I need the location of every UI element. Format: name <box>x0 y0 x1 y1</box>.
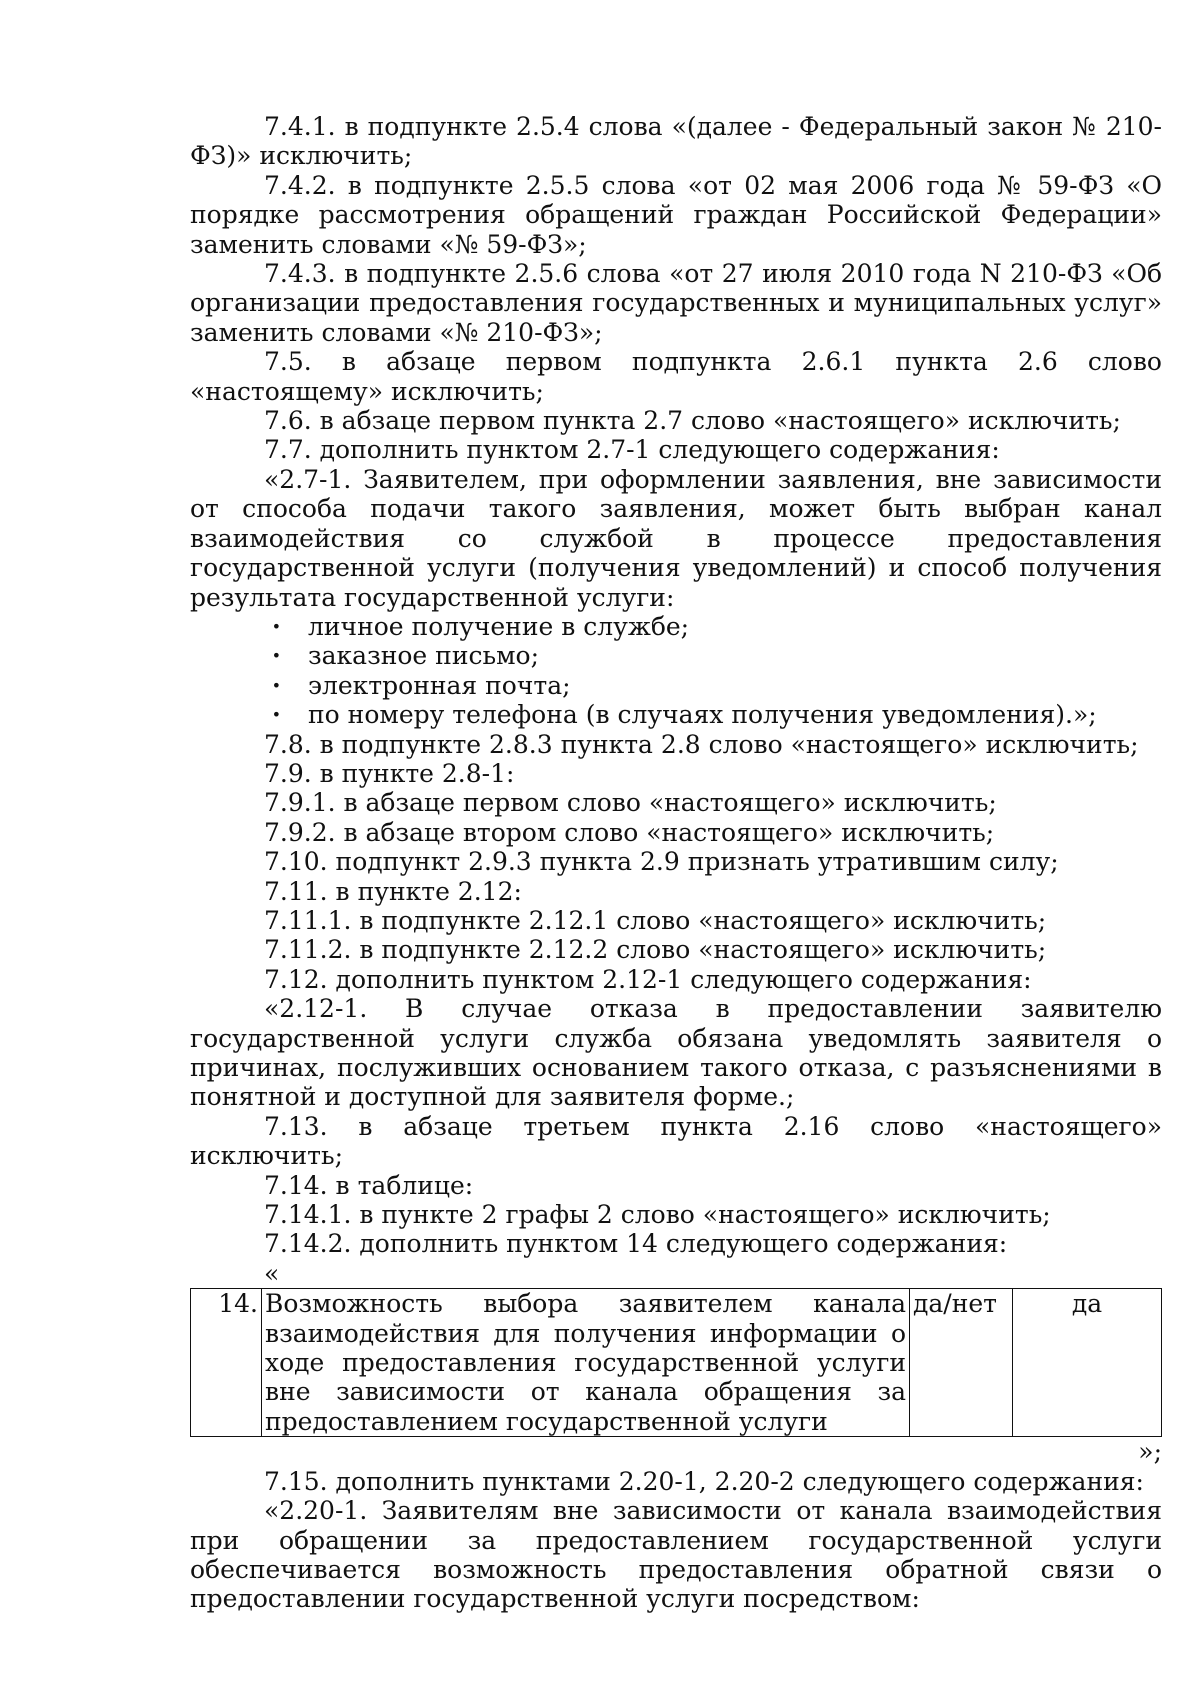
paragraph-7-8: 7.8. в подпункте 2.8.3 пункта 2.8 слово «настоящего» исключить; <box>264 729 1139 759</box>
value-cell: да <box>1013 1289 1162 1437</box>
paragraph-7-14: 7.14. в таблице: <box>264 1170 474 1200</box>
list-item: · личное получение в службе; <box>272 612 1162 641</box>
document-page <box>190 112 1162 1614</box>
list-item: · по номеру телефона (в случаях получения уведомления).»; <box>272 700 1162 729</box>
paragraph-7-13: 7.13. в абзаце третьем пункта 2.16 слово «настоящего» исключить; <box>190 1111 1162 1171</box>
paragraph-7-12: 7.12. дополнить пунктом 2.12-1 следующего содержания: <box>264 964 1032 994</box>
channel-list <box>190 612 1162 730</box>
unit-cell: да/нет <box>910 1289 1013 1437</box>
paragraph-7-14-2: 7.14.2. дополнить пунктом 14 следующего содержания: <box>264 1229 1008 1259</box>
description-cell: Возможность выбора заявителем канала взаимодействия для получения информации о ходе предоставления государственной услуги вне зависимости от канала обращения за предоставлением государственной услуги <box>262 1289 910 1437</box>
paragraph-2-12-1: «2.12-1. В случае отказа в предоставлении заявителю государственной услуги служба обязана уведомлять заявителя о причинах, послуживших основанием такого отказа, с разъяснениями в понятной и доступной для заявителя форме.; <box>190 994 1162 1112</box>
indicator-table <box>190 1288 1162 1437</box>
paragraph-7-4-1: 7.4.1. в подпункте 2.5.4 слова «(далее - Федеральный закон № 210-ФЗ)» исключить; <box>190 112 1162 171</box>
paragraph-7-5: 7.5. в абзаце первом подпункта 2.6.1 пункта 2.6 слово «настоящему» исключить; <box>190 347 1162 406</box>
paragraph-7-7: 7.7. дополнить пунктом 2.7-1 следующего содержания: <box>264 435 1000 465</box>
paragraph-2-7-1: «2.7-1. Заявителем, при оформлении заявления, вне зависимости от способа подачи такого заявления, может быть выбран канал взаимодействия со службой в процессе предоставления государственной услуги (получения уведомлений) и способ получения результата государственной услуги: <box>190 464 1162 612</box>
closing-quote: »; <box>1138 1437 1162 1467</box>
paragraph-7-4-2: 7.4.2. в подпункте 2.5.5 слова «от 02 мая 2006 года № 59-ФЗ «О порядке рассмотрения обращений граждан Российской Федерации» заменить словами «№ 59-ФЗ»; <box>190 170 1162 259</box>
opening-quote: « <box>264 1258 280 1288</box>
paragraph-7-9-2: 7.9.2. в абзаце втором слово «настоящего» исключить; <box>264 817 995 847</box>
paragraph-7-9: 7.9. в пункте 2.8-1: <box>264 758 515 788</box>
paragraph-7-10: 7.10. подпункт 2.9.3 пункта 2.9 признать утратившим силу; <box>264 847 1059 877</box>
paragraph-2-20-1: «2.20-1. Заявителям вне зависимости от канала взаимодействия при обращении за предоставлением государственной услуги обеспечивается возможность предоставления обратной связи о предоставлении государственной услуги посредством: <box>190 1496 1162 1614</box>
table-row <box>191 1289 1162 1437</box>
paragraph-7-4-3: 7.4.3. в подпункте 2.5.6 слова «от 27 июля 2010 года N 210-ФЗ «Об организации предоставления государственных и муниципальных услуг» заменить словами «№ 210-ФЗ»; <box>190 259 1162 347</box>
paragraph-7-11-1: 7.11.1. в подпункте 2.12.1 слово «настоящего» исключить; <box>264 905 1047 935</box>
row-number-cell: 14. <box>191 1289 262 1437</box>
paragraph-7-6: 7.6. в абзаце первом пункта 2.7 слово «настоящего» исключить; <box>264 406 1121 436</box>
table-wrapper <box>190 1288 1162 1437</box>
list-item: · электронная почта; <box>272 671 1162 700</box>
paragraph-7-11: 7.11. в пункте 2.12: <box>264 876 522 906</box>
list-item: · заказное письмо; <box>272 641 1162 670</box>
paragraph-7-11-2: 7.11.2. в подпункте 2.12.2 слово «настоящего» исключить; <box>264 935 1047 965</box>
paragraph-7-14-1: 7.14.1. в пункте 2 графы 2 слово «настоящего» исключить; <box>264 1200 1051 1230</box>
paragraph-7-9-1: 7.9.1. в абзаце первом слово «настоящего» исключить; <box>264 788 997 818</box>
paragraph-7-15: 7.15. дополнить пунктами 2.20-1, 2.20-2 следующего содержания: <box>264 1466 1144 1496</box>
